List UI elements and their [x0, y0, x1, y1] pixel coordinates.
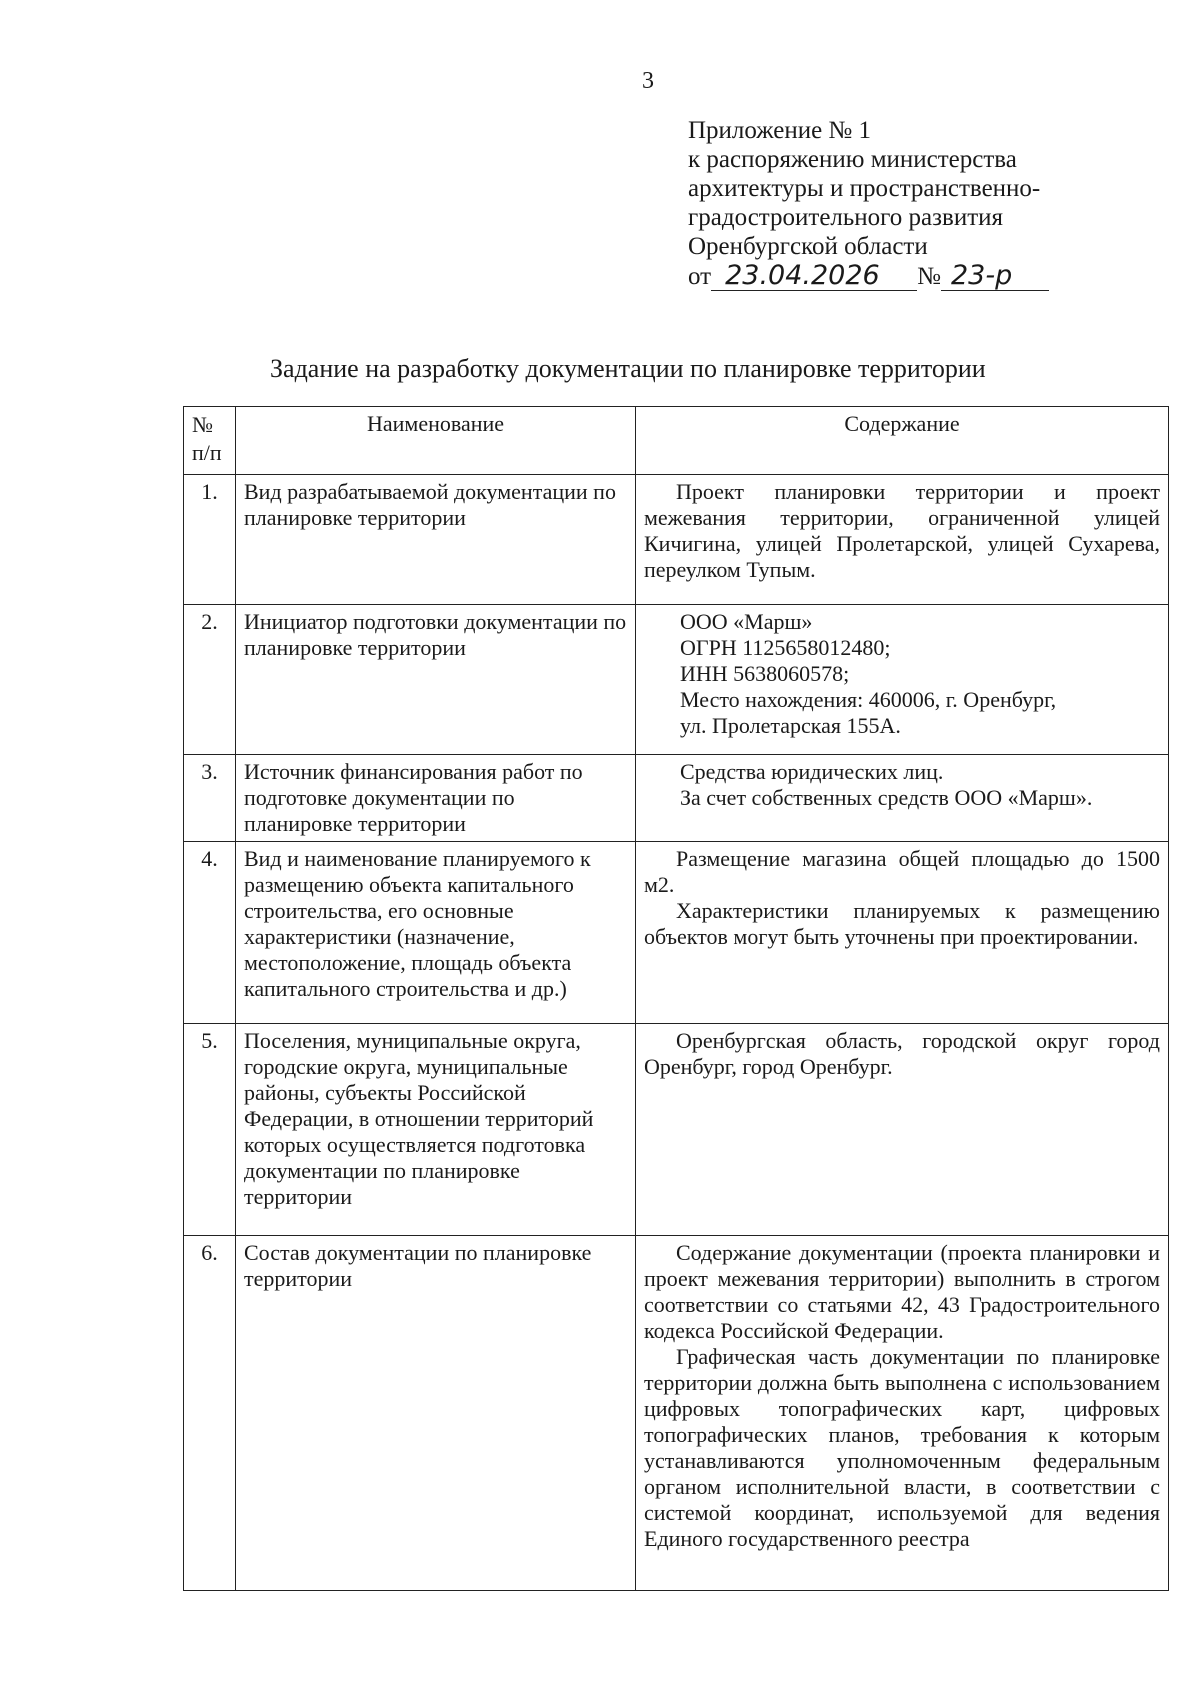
header-num: № п/п: [184, 407, 236, 475]
row-num: 1.: [184, 475, 236, 605]
row-content: [636, 755, 1169, 842]
row-name: Поселения, муниципальные округа, городские округа, муниципальные районы, субъекты Российской Федерации, в отношении территорий которых осуществляется подготовка документации по планировке территории: [236, 1024, 636, 1236]
content-line: Средства юридических лиц.: [680, 759, 944, 784]
appendix-line: архитектуры и пространственно-: [688, 175, 1041, 202]
row-content: [636, 605, 1169, 755]
table-row: [184, 842, 1169, 1024]
appendix-line: Приложение № 1: [688, 117, 872, 144]
row-content: [636, 1236, 1169, 1591]
page-number: 3: [642, 68, 654, 94]
row-name: Источник финансирования работ по подготовке документации по планировке территории: [236, 755, 636, 842]
row-num: 6.: [184, 1236, 236, 1591]
table-row: [184, 1236, 1169, 1591]
table-row: [184, 1024, 1169, 1236]
row-name: Инициатор подготовки документации по планировке территории: [236, 605, 636, 755]
document-title: Задание на разработку документации по планировке территории: [270, 354, 986, 383]
content-paragraph: Графическая часть документации по планировке территории должна быть выполнена с использованием цифровых топографических карт, цифровых топографических планов, требования к которым устанавливаются уполномоченным федеральным органом исполнительной власти, в соответствии с системой координат, используемой для ведения Единого государственного реестра: [644, 1344, 1160, 1551]
content-line: За счет собственных средств ООО «Марш».: [680, 785, 1093, 810]
table-row: [184, 475, 1169, 605]
header-name: Наименование: [236, 407, 636, 475]
content-line: ИНН 5638060578;: [680, 661, 850, 686]
row-name: Вид разрабатываемой документации по планировке территории: [236, 475, 636, 605]
row-num: 3.: [184, 755, 236, 842]
content-line: ОГРН 1125658012480;: [680, 635, 891, 660]
row-name: Состав документации по планировке территории: [236, 1236, 636, 1591]
content-paragraph: Размещение магазина общей площадью до 1500 м2.: [644, 846, 1160, 897]
table-row: [184, 605, 1169, 755]
appendix-date-line: [688, 261, 1148, 291]
row-content: Проект планировки территории и проект межевания территории, ограниченной улицей Кичигина, улицей Пролетарской, улицей Сухарева, переулком Тупым.: [636, 475, 1169, 605]
date-prefix: от: [688, 263, 712, 290]
appendix-line: градостроительного развития: [688, 204, 1004, 231]
table-row: [184, 755, 1169, 842]
handwritten-date: 23.04.2026: [711, 261, 917, 291]
content-paragraph: Характеристики планируемых к размещению объектов могут быть уточнены при проектировании.: [644, 898, 1160, 949]
number-prefix: №: [917, 263, 941, 290]
row-content: [636, 842, 1169, 1024]
content-line: Место нахождения: 460006, г. Оренбург,: [680, 687, 1057, 712]
row-num: 2.: [184, 605, 236, 755]
row-content: Оренбургская область, городской округ город Оренбург, город Оренбург.: [636, 1024, 1169, 1236]
content-line: ул. Пролетарская 155А.: [680, 713, 901, 738]
appendix-header: [688, 116, 1148, 291]
handwritten-number: 23-р: [941, 261, 1049, 291]
row-num: 5.: [184, 1024, 236, 1236]
appendix-line: к распоряжению министерства: [688, 146, 1017, 173]
row-name: Вид и наименование планируемого к размещению объекта капитального строительства, его основные характеристики (назначение, местоположение, площадь объекта капитального строительства и др.): [236, 842, 636, 1024]
task-table: [183, 406, 1169, 1591]
appendix-line: Оренбургской области: [688, 233, 928, 260]
table-header-row: [184, 407, 1169, 475]
header-content: Содержание: [636, 407, 1169, 475]
row-num: 4.: [184, 842, 236, 1024]
content-line: ООО «Марш»: [680, 609, 813, 634]
content-paragraph: Содержание документации (проекта планировки и проект межевания территории) выполнить в строгом соответствии со статьями 42, 43 Градостроительного кодекса Российской Федерации.: [644, 1240, 1160, 1343]
